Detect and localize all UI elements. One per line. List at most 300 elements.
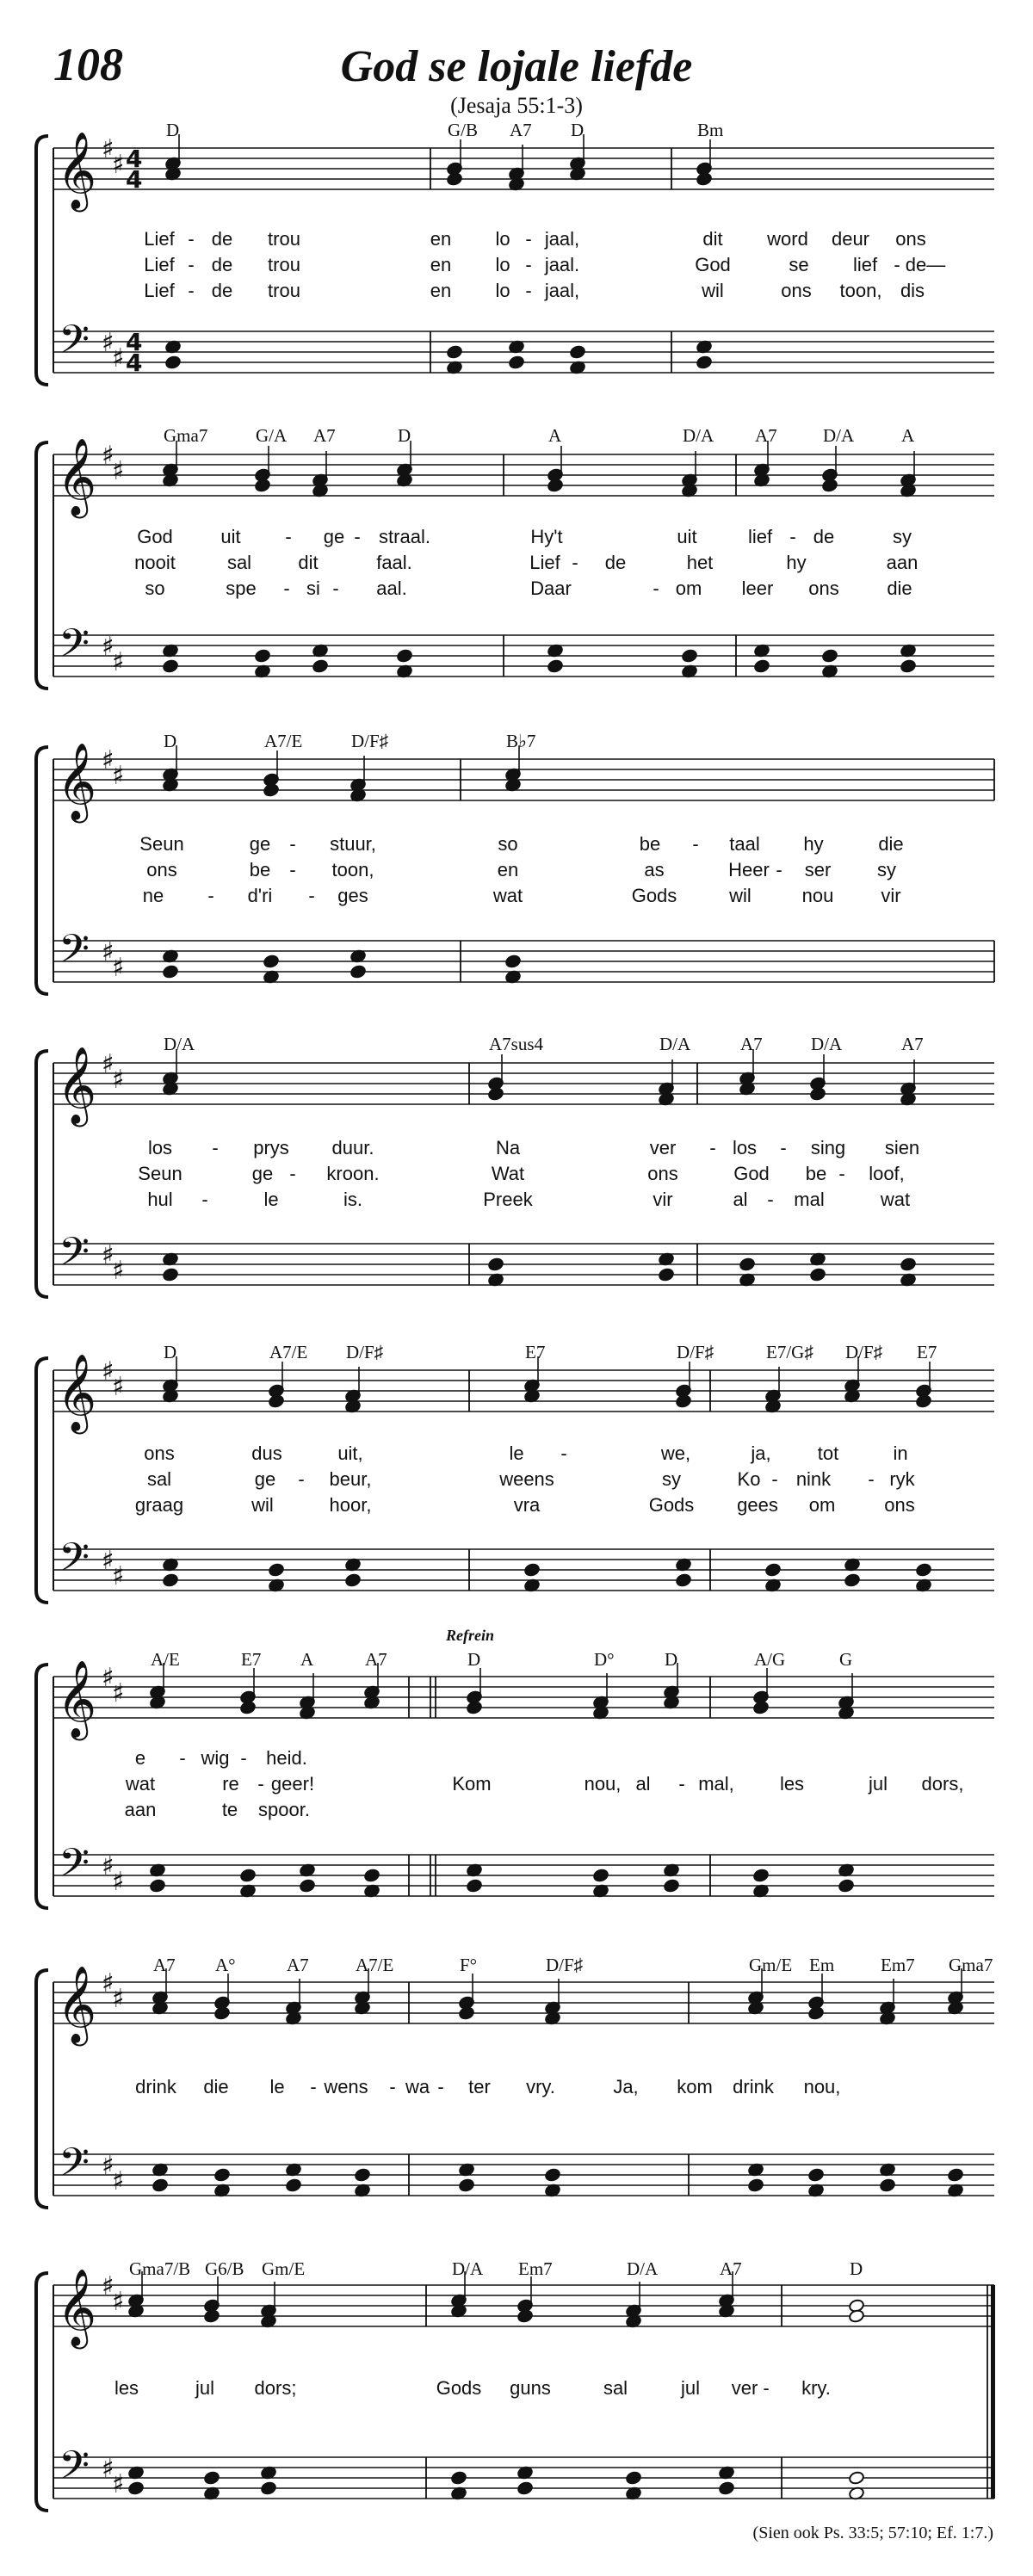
tenor-note: [213, 2168, 230, 2183]
scripture-reference: (Jesaja 55:1-3): [450, 93, 583, 118]
bass-note: [458, 2178, 474, 2193]
lyric-syllable: deur: [831, 228, 870, 250]
lyric-syllable: vir: [653, 1189, 673, 1210]
chord-symbol: Gma7: [949, 1955, 993, 1975]
key-sharp-f: ♯: [102, 1240, 114, 1270]
lyric-syllable: hy: [803, 833, 824, 855]
lyric-syllable: si: [306, 578, 320, 599]
lyric-syllable: guns: [510, 2377, 551, 2399]
bass-note: [516, 2481, 533, 2496]
key-sharp-c: ♯: [112, 456, 125, 486]
key-sharp-f: ♯: [102, 1049, 114, 1079]
time-signature: 4: [126, 328, 143, 356]
lyric-syllable: uit: [220, 526, 241, 547]
chord-symbol: B♭7: [506, 731, 536, 751]
lyric-syllable: -: [525, 280, 532, 301]
final-barline: [991, 2285, 995, 2499]
time-signature: 4: [126, 165, 143, 194]
lyric-syllable: tot: [817, 1442, 839, 1464]
lyric-syllable: -: [560, 1442, 567, 1464]
bass-staff: [53, 941, 994, 982]
chord-symbol: D/A: [683, 425, 714, 446]
treble-clef: 𝄞: [57, 743, 97, 820]
bass-note: [718, 2481, 734, 2496]
lyric-syllable: loof,: [869, 1163, 905, 1184]
lyric-syllable: geer!: [270, 1773, 315, 1795]
lyric-syllable: jul: [195, 2377, 215, 2399]
alto-note: [458, 2006, 474, 2021]
lyric-syllable: sy: [877, 859, 896, 880]
hymn-title: God se lojale liefde: [340, 42, 693, 91]
key-sharp-c: ♯: [112, 1561, 125, 1591]
lyric-syllable: -: [525, 254, 532, 275]
chord-symbol: D/A: [452, 2258, 484, 2279]
lyric-syllable: re: [222, 1773, 239, 1795]
lyric-syllable: e: [134, 1747, 146, 1769]
bass-note: [312, 659, 328, 674]
alto-note: [821, 479, 838, 493]
lyric-syllable: -: [767, 1189, 774, 1210]
lyric-syllable: -: [308, 885, 315, 906]
footer-cross-references: (Sien ook Ps. 33:5; 57:10; Ef. 1:7.): [752, 2523, 993, 2542]
lyric-syllable: ons: [781, 280, 812, 301]
lyric-syllable: ges: [337, 885, 368, 906]
treble-clef: 𝄞: [57, 438, 97, 516]
alto-note: [752, 1701, 769, 1715]
lyric-syllable: jul: [680, 2377, 701, 2399]
lyric-syllable: ver: [649, 1137, 677, 1158]
system-8: [36, 2258, 995, 2511]
chord-symbol: A7/E: [269, 1342, 308, 1362]
lyric-syllable: Daar: [530, 578, 572, 599]
tenor-note: [807, 2168, 824, 2183]
bass-clef: 𝄢: [59, 2443, 90, 2499]
key-sharp-f: ♯: [102, 1851, 114, 1881]
tenor-note: [544, 2168, 560, 2183]
lyric-syllable: hy: [786, 552, 807, 573]
lyric-syllable: los: [147, 1137, 173, 1158]
key-sharp-c: ♯: [112, 953, 125, 983]
lyric-syllable: en: [430, 254, 452, 275]
tenor-note: [487, 1257, 504, 1272]
chord-symbol: D/F♯: [546, 1955, 584, 1975]
bass-note: [675, 1573, 691, 1588]
lyric-syllable: ge: [254, 1468, 276, 1490]
system-bracket: [36, 2273, 48, 2511]
alto-note: [268, 1394, 284, 1409]
lyric-syllable: Lief: [529, 552, 560, 573]
lyric-syllable: be: [805, 1163, 827, 1184]
lyric-syllable: drink: [733, 2076, 774, 2097]
chord-symbol: A7: [313, 425, 336, 446]
lyric-syllable: hoor,: [329, 1494, 372, 1516]
lyric-syllable: wil: [729, 885, 752, 906]
lyric-syllable: -: [868, 1468, 875, 1490]
lyric-syllable: Kom: [452, 1773, 492, 1795]
chord-symbol: D/A: [164, 1034, 195, 1054]
bass-note: [260, 2481, 276, 2496]
chord-symbol: A7: [901, 1034, 924, 1054]
lyric-syllable: -: [780, 1137, 787, 1158]
lyric-syllable: -: [188, 280, 195, 301]
bass-note: [879, 2178, 895, 2193]
treble-clef: 𝄞: [57, 1660, 97, 1738]
tenor-note: [625, 2471, 641, 2486]
lyric-syllable: -: [789, 526, 796, 547]
lyric-syllable: God: [695, 254, 731, 275]
lyric-syllable: -: [572, 552, 578, 573]
lyric-syllable: ryk: [889, 1468, 915, 1490]
lyric-syllable: be: [639, 833, 661, 855]
chord-symbol: D: [398, 425, 411, 446]
lyric-syllable: ge: [251, 1163, 274, 1184]
tenor-note: [363, 1869, 380, 1883]
lyric-syllable: faal.: [376, 552, 412, 573]
lyric-syllable: vra: [513, 1494, 541, 1516]
lyric-syllable: hul: [147, 1189, 173, 1210]
lyric-syllable: nou,: [803, 2076, 841, 2097]
lyric-syllable: spoor.: [258, 1799, 310, 1820]
lyric-syllable: te: [221, 1799, 238, 1820]
tenor-note: [446, 345, 462, 360]
chord-symbol: E7: [525, 1342, 546, 1362]
bass-note: [658, 1268, 674, 1282]
lyric-syllable: so: [498, 833, 518, 855]
chord-symbol: E7: [241, 1649, 262, 1670]
lyric-syllable: die: [203, 2076, 229, 2097]
tenor-note: [268, 1563, 284, 1578]
treble-clef: 𝄞: [57, 1047, 97, 1124]
lyric-syllable: -: [437, 2076, 444, 2097]
chord-symbol: A7: [720, 2258, 742, 2279]
lyric-syllable: dit: [702, 228, 723, 250]
bass-note: [747, 2178, 764, 2193]
key-sharp-c: ♯: [112, 1867, 125, 1897]
lyric-syllable: ons: [146, 859, 177, 880]
lyric-syllable: dit: [298, 552, 319, 573]
lyric-syllable: straal.: [379, 526, 430, 547]
lyric-syllable: wa: [405, 2076, 430, 2097]
lyric-syllable: -: [838, 1163, 845, 1184]
chord-symbol: D/F♯: [351, 731, 389, 751]
lyric-syllable: kroon.: [326, 1163, 380, 1184]
bass-note: [508, 355, 524, 370]
lyric-syllable: -: [285, 526, 292, 547]
system-3: [36, 731, 994, 994]
lyric-syllable: ser: [804, 859, 832, 880]
key-sharp-c: ♯: [112, 343, 125, 374]
lyric-syllable: nou: [801, 885, 834, 906]
chord-symbol: A: [300, 1649, 314, 1670]
chord-symbol: D/A: [823, 425, 855, 446]
lyric-syllable: le: [263, 1189, 279, 1210]
lyric-syllable: dors;: [254, 2377, 297, 2399]
treble-staff: [53, 759, 994, 800]
key-sharp-f: ♯: [102, 1356, 114, 1387]
lyric-syllable: -: [332, 578, 339, 599]
lyric-syllable: de: [211, 228, 233, 250]
key-sharp-f: ♯: [102, 937, 114, 967]
lyric-syllable: kry.: [801, 2377, 831, 2399]
lyric-syllable: -: [201, 1189, 208, 1210]
chord-symbol: A7: [740, 1034, 763, 1054]
lyric-syllable: -: [525, 228, 532, 250]
lyric-syllable: -: [354, 526, 361, 547]
key-sharp-c: ♯: [112, 1984, 125, 2014]
lyric-syllable: kom: [677, 2076, 713, 2097]
lyric-syllable: sal: [226, 552, 252, 573]
lyric-syllable: het: [686, 552, 714, 573]
lyric-syllable: toon,: [331, 859, 374, 880]
tenor-note: [254, 649, 270, 664]
chord-symbol: A7: [153, 1955, 176, 1975]
tenor-note: [504, 954, 521, 969]
lyric-syllable: nou,: [584, 1773, 622, 1795]
tenor-note: [263, 954, 279, 969]
bass-staff: [53, 1244, 994, 1285]
lyric-syllable: -: [771, 1468, 778, 1490]
bass-note: [466, 1879, 482, 1893]
alto-note: [696, 172, 712, 187]
lyric-syllable: -: [709, 1137, 716, 1158]
lyric-syllable: Seun: [139, 833, 184, 855]
lyric-syllable: prys: [253, 1137, 289, 1158]
chord-symbol: A7/E: [356, 1955, 394, 1975]
chord-symbol: D: [467, 1649, 481, 1670]
lyric-syllable: -: [188, 228, 195, 250]
tenor-note: [523, 1563, 540, 1578]
lyric-syllable: die: [878, 833, 904, 855]
key-sharp-c: ♯: [112, 1256, 125, 1286]
lyric-syllable: duur.: [331, 1137, 374, 1158]
alto-note: [915, 1394, 931, 1409]
tenor-note: [450, 2471, 467, 2486]
lyric-syllable: Preek: [483, 1189, 533, 1210]
treble-clef: 𝄞: [57, 1354, 97, 1431]
lyric-syllable: -: [240, 1747, 247, 1769]
tenor-note: [354, 2168, 370, 2183]
chord-symbol: Em: [809, 1955, 835, 1975]
lyric-syllable: -: [389, 2076, 396, 2097]
key-sharp-f: ♯: [102, 632, 114, 662]
lyric-syllable: wig: [201, 1747, 230, 1769]
lyric-syllable: -: [678, 1773, 685, 1795]
key-sharp-f: ♯: [102, 2151, 114, 2181]
lyric-syllable: -: [179, 1747, 186, 1769]
lyric-syllable: mal,: [698, 1773, 734, 1795]
chord-symbol: G: [839, 1649, 853, 1670]
chord-symbol: Em7: [881, 1955, 915, 1975]
lyric-syllable: en: [430, 280, 452, 301]
lyric-syllable: uit: [677, 526, 697, 547]
alto-note: [203, 2309, 220, 2324]
bass-clef: 𝄢: [59, 1840, 90, 1896]
lyric-syllable: Ja,: [613, 2076, 639, 2097]
chord-symbol: A7: [365, 1649, 387, 1670]
bass-clef: 𝄢: [59, 621, 90, 676]
lyric-syllable: toon,: [839, 280, 882, 301]
bass-staff: [53, 635, 994, 676]
alto-note: [239, 1701, 256, 1715]
lyric-syllable: -: [283, 578, 290, 599]
lyric-syllable: as: [644, 859, 665, 880]
lyric-syllable: we,: [660, 1442, 691, 1464]
bass-note: [299, 1879, 315, 1893]
system-bracket: [36, 1051, 48, 1297]
lyric-syllable: ons: [647, 1163, 678, 1184]
bass-clef: 𝄢: [59, 926, 90, 982]
lyric-syllable: jaal,: [544, 228, 580, 250]
lyric-syllable: -: [894, 254, 900, 275]
bass-clef: 𝄢: [59, 1535, 90, 1591]
treble-staff: [53, 454, 994, 496]
lyric-syllable: ver: [731, 2377, 758, 2399]
lyric-syllable: -: [692, 833, 699, 855]
chord-symbol: D/F♯: [845, 1342, 883, 1362]
alto-note: [809, 1087, 826, 1102]
staff-layer: [53, 148, 994, 2499]
lyric-syllable: drink: [135, 2076, 176, 2097]
alto-note: [263, 783, 279, 798]
lyric-syllable: -: [298, 1468, 305, 1490]
chord-symbol: D/A: [659, 1034, 691, 1054]
bass-note: [696, 355, 712, 370]
lyric-syllable: Hy't: [530, 526, 563, 547]
chord-symbol: D: [571, 120, 585, 140]
lyric-syllable: de: [813, 526, 835, 547]
chord-symbol: A/E: [151, 1649, 180, 1670]
chord-symbol: G6/B: [205, 2258, 244, 2279]
tenor-note: [396, 649, 412, 664]
alto-note: [516, 2309, 533, 2324]
key-sharp-f: ♯: [102, 1968, 114, 1998]
key-sharp-c: ♯: [112, 1065, 125, 1095]
lyric-syllable: d'ri: [247, 885, 273, 906]
lyric-syllable: God: [733, 1163, 770, 1184]
lyric-syllable: Gods: [631, 885, 677, 906]
tenor-note: [848, 2471, 864, 2486]
chord-symbol: E7: [917, 1342, 937, 1362]
bass-clef: 𝄢: [59, 317, 90, 373]
lyric-syllable: -: [310, 2076, 317, 2097]
lyric-syllable: ons: [895, 228, 926, 250]
tenor-note: [569, 345, 585, 360]
lyric-syllable: wat: [125, 1773, 156, 1795]
alto-note: [466, 1701, 482, 1715]
bass-note: [663, 1879, 679, 1893]
bass-note: [344, 1573, 361, 1588]
tenor-note: [764, 1563, 781, 1578]
key-sharp-f: ♯: [102, 2454, 114, 2484]
chord-symbol: D/A: [811, 1034, 843, 1054]
system-bracket: [36, 747, 48, 994]
key-sharp-c: ♯: [112, 2166, 125, 2196]
chord-symbol: Gma7/B: [129, 2258, 191, 2279]
bass-note: [809, 1268, 826, 1282]
lyric-syllable: al: [635, 1773, 651, 1795]
system-bracket: [36, 1358, 48, 1603]
lyric-syllable: sal: [146, 1468, 172, 1490]
bass-note: [162, 1268, 178, 1282]
bass-note: [285, 2178, 301, 2193]
tenor-note: [681, 649, 697, 664]
lyric-syllable: uit,: [337, 1442, 363, 1464]
alto-note: [807, 2006, 824, 2021]
lyric-syllable: -: [289, 1163, 296, 1184]
lyric-syllable: ja,: [751, 1442, 771, 1464]
bass-note: [844, 1573, 860, 1588]
bass-note: [349, 965, 366, 979]
lyric-syllable: sing: [810, 1137, 846, 1158]
alto-note: [487, 1087, 504, 1102]
alto-note: [547, 479, 563, 493]
chord-symbol: A7/E: [264, 731, 303, 751]
lyric-syllable: le: [509, 1442, 524, 1464]
lyric-syllable: mal: [794, 1189, 825, 1210]
lyric-syllable: is.: [343, 1189, 362, 1210]
lyric-syllable: aan: [124, 1799, 157, 1820]
lyric-syllable: Lief: [144, 280, 175, 301]
lyric-syllable: weens: [499, 1468, 554, 1490]
lyric-syllable: in: [893, 1442, 908, 1464]
bass-staff: [53, 331, 994, 373]
bass-note: [162, 965, 178, 979]
lyric-syllable: -: [289, 833, 296, 855]
system-bracket: [36, 1665, 48, 1908]
lyric-syllable: heid.: [266, 1747, 307, 1769]
chord-symbol: D: [164, 731, 177, 751]
treble-staff: [53, 1982, 994, 2023]
lyric-syllable: -: [257, 1773, 264, 1795]
lyric-syllable: ge: [323, 526, 345, 547]
lyric-syllable: sien: [884, 1137, 920, 1158]
chord-symbol: Gm/E: [262, 2258, 306, 2279]
chord-symbol: G/A: [256, 425, 288, 446]
key-sharp-c: ♯: [112, 1678, 125, 1708]
lyric-syllable: se: [789, 254, 809, 275]
bass-note: [164, 355, 181, 370]
treble-staff: [53, 1063, 994, 1104]
lyric-syllable: sy: [893, 526, 912, 547]
bass-note: [149, 1879, 165, 1893]
time-signature: 4: [126, 145, 143, 173]
lyric-syllable: om: [675, 578, 702, 599]
time-signature: 4: [126, 349, 143, 377]
lyric-syllable: nink: [795, 1468, 832, 1490]
lyric-syllable: los: [732, 1137, 758, 1158]
key-sharp-f: ♯: [102, 328, 114, 358]
lyric-syllable: vir: [881, 885, 901, 906]
chord-symbol: D°: [594, 1649, 615, 1670]
lyric-syllable: word: [767, 228, 808, 250]
tenor-note: [203, 2471, 220, 2486]
lyric-syllable: Ko: [737, 1468, 761, 1490]
lyric-syllable: le: [269, 2076, 285, 2097]
tenor-note: [915, 1563, 931, 1578]
lyric-syllable: sal: [603, 2377, 628, 2399]
alto-note: [675, 1394, 691, 1409]
lyric-syllable: -: [763, 2377, 770, 2399]
chord-symbol: A: [548, 425, 562, 446]
alto-note: [848, 2309, 864, 2324]
lyric-syllable: en: [497, 859, 519, 880]
chord-symbol: D/A: [627, 2258, 659, 2279]
lyric-syllable: Lief: [144, 254, 175, 275]
bass-note: [152, 2178, 168, 2193]
chord-symbol: A7: [755, 425, 777, 446]
lyric-syllable: ons: [144, 1442, 175, 1464]
tenor-note: [739, 1257, 755, 1272]
